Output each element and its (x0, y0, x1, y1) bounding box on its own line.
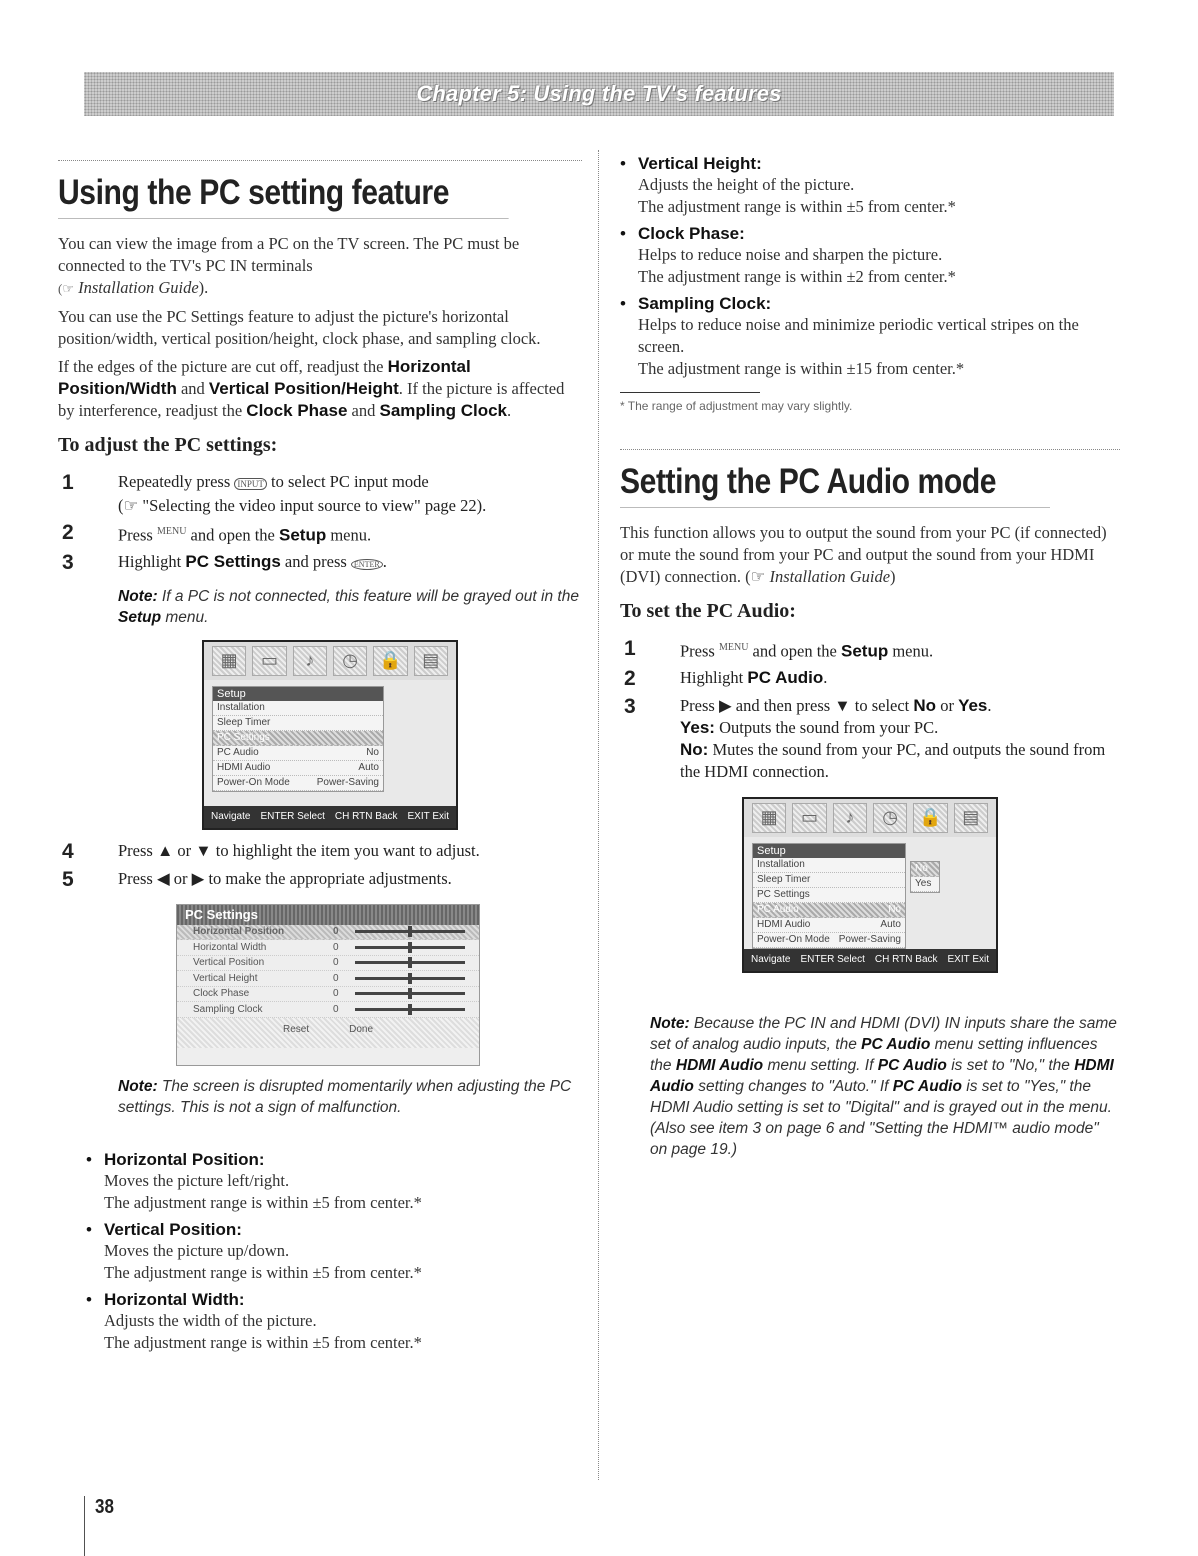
pc-setting-horizontal-position[interactable] (177, 925, 479, 941)
step-number: 5 (62, 867, 74, 891)
text: to select PC input mode (271, 472, 429, 491)
setting-slider[interactable] (355, 1008, 465, 1011)
menu-nav-bar (744, 949, 996, 971)
menu-icon-bar (204, 642, 456, 680)
bold-term: HDMI Audio (650, 1056, 1114, 1095)
step-text (92, 471, 582, 517)
audio-step-1 (620, 637, 1120, 663)
bold-term: PC Audio (877, 1056, 947, 1074)
step-text (654, 695, 1120, 783)
bold-term: Yes: (680, 717, 715, 737)
step-4 (58, 840, 582, 864)
bullet-horizontal-width (104, 1290, 582, 1354)
bold-term: PC Audio (747, 667, 824, 687)
footnote: * The range of adjustment may vary slightly. (620, 392, 760, 413)
installation-guide-ref: Installation Guide (769, 567, 891, 586)
step-2 (58, 521, 582, 547)
bold-term: No (913, 695, 937, 715)
bullet-heading: • Clock Phase: (638, 224, 1120, 244)
text: menu. (892, 641, 934, 661)
installation-guide-ref: Installation Guide (78, 278, 199, 297)
bullet-heading: • Sampling Clock: (638, 294, 1120, 314)
step-number: 3 (62, 550, 74, 574)
menu-item-pc-audio[interactable] (213, 746, 383, 761)
bold-term: Clock Phase (246, 401, 348, 420)
bullet-sampling-clock (638, 294, 1120, 380)
text: (☞ "Selecting the video input source to view" page 22). (118, 496, 487, 515)
bullet-text: The adjustment range is within ±5 from center.* (104, 1262, 422, 1282)
menu-button-icon: MENU (718, 642, 749, 653)
step-number: 1 (62, 471, 74, 494)
intro-paragraph (58, 233, 582, 300)
setup-menu (212, 686, 384, 792)
audio-icon: ♪ (833, 803, 867, 833)
setting-slider[interactable] (355, 946, 465, 949)
pc-setting-clock-phase[interactable] (177, 987, 479, 1003)
setup-menu-screenshot (202, 640, 458, 830)
text: The screen is disrupted momentarily when adjusting the PC settings. This is not a sign of malfunction. (118, 1077, 572, 1116)
setting-slider[interactable] (355, 977, 465, 980)
bullet-clock-phase (638, 224, 1120, 288)
menu-item-sleep-timer[interactable] (213, 716, 383, 731)
exit-hint: EXIT Exit (947, 954, 990, 965)
text: Repeatedly press (118, 472, 231, 491)
setting-value: 0 (333, 957, 339, 969)
step-3 (58, 551, 582, 576)
menu-label: HDMI Audio (757, 918, 811, 930)
pc-settings-buttons (177, 1018, 479, 1048)
audio-step-2 (620, 667, 1120, 691)
step-text (654, 667, 1120, 689)
menu-item-sleep-timer[interactable] (753, 873, 905, 888)
screen-icon: ▭ (792, 803, 826, 833)
pc-setting-sampling-clock[interactable] (177, 1002, 479, 1018)
bold-term: PC Settings (185, 551, 281, 571)
navigate-hint: Navigate (210, 811, 251, 822)
text: Press (680, 641, 715, 661)
menu-label: HDMI Audio (217, 761, 271, 773)
bullet-text: The adjustment range is within ±2 from center.* (638, 267, 956, 286)
option-yes[interactable] (911, 877, 939, 892)
setting-label: Vertical Position (193, 957, 265, 969)
bullet-text: The adjustment range is within ±5 from center.* (638, 197, 956, 216)
text: . (987, 695, 992, 715)
setup-menu (752, 843, 906, 949)
menu-label: Power-On Mode (757, 933, 830, 945)
note-label: Note: (650, 1014, 690, 1032)
text: . (823, 667, 828, 687)
intro-end: ). (198, 278, 209, 297)
page-number: 38 (84, 1496, 114, 1556)
menu-label: Sleep Timer (217, 716, 271, 728)
pc-settings-screenshot (176, 904, 480, 1066)
menu-button-icon: MENU (156, 526, 187, 537)
right-column (620, 148, 1120, 1160)
timer-icon: ◷ (873, 803, 907, 833)
menu-item-pc-settings[interactable] (213, 731, 383, 746)
lock-icon: 🔒 (373, 646, 407, 676)
reset-button[interactable]: Reset (282, 1023, 310, 1035)
bold-term: Setup (278, 525, 327, 545)
setting-label: Sampling Clock (193, 1003, 263, 1015)
bullet-text: The adjustment range is within ±5 from center.* (104, 1332, 422, 1352)
timer-icon: ◷ (333, 646, 367, 676)
step-text (92, 521, 582, 547)
text: and press (284, 551, 347, 571)
note-label: Note: (118, 1077, 158, 1095)
setting-value: 0 (333, 1003, 339, 1015)
menu-value: No (366, 746, 379, 758)
option-no[interactable] (911, 862, 939, 877)
setting-slider[interactable] (355, 992, 465, 995)
text: This function allows you to output the sound from your PC (if connected) or mute the sound from your PC and output the sound from your HDMI (DVI) connection. (☞ (620, 523, 1107, 586)
menu-value: Auto (358, 761, 379, 773)
text: and (351, 401, 376, 420)
back-hint: CH RTN Back (874, 954, 938, 965)
setting-value: 0 (333, 988, 339, 1000)
setting-label: Horizontal Width (193, 941, 267, 953)
bold-term: PC Audio (861, 1035, 931, 1053)
menu-icon-bar (744, 799, 996, 837)
step-text (654, 637, 1120, 663)
subhead-set-pc-audio: To set the PC Audio: (620, 600, 796, 622)
step-number: 1 (624, 637, 636, 660)
pc-audio-description (620, 522, 1120, 588)
text: menu setting. If (767, 1056, 874, 1074)
text: and (180, 379, 205, 398)
menu-item-pc-audio[interactable] (753, 903, 905, 918)
bullet-heading: • Vertical Height: (638, 154, 1120, 174)
setting-value: 0 (333, 941, 339, 953)
text: and open the (190, 525, 275, 545)
menu-nav-bar (204, 806, 456, 828)
bold-term: Sampling Clock (379, 401, 508, 420)
text: . (382, 551, 387, 571)
step-number: 2 (624, 666, 636, 690)
setting-label: Horizontal Position (193, 926, 285, 938)
menu-label: PC Audio (217, 746, 259, 758)
text: If the edges of the picture are cut off, readjust the (58, 357, 384, 376)
text: Press (118, 525, 153, 545)
step-text: Press ▲ or ▼ to highlight the item you want to adjust. (118, 840, 480, 860)
step-5 (58, 868, 582, 892)
note-screen-disrupted (118, 1076, 582, 1118)
text: Because the PC IN and HDMI (DVI) IN inputs share the same set of analog audio inputs, the (650, 1014, 1117, 1053)
menu-label: Installation (217, 701, 265, 713)
section-title-pc-audio: Setting the PC Audio mode (620, 450, 1050, 508)
setup-icon: ▤ (954, 803, 988, 833)
pc-setting-vertical-height[interactable] (177, 971, 479, 987)
setting-slider[interactable] (355, 961, 465, 964)
setting-slider[interactable] (355, 930, 465, 933)
text: Highlight (118, 551, 182, 571)
setup-menu-title: Setup (213, 687, 383, 701)
text: is set to "No," the (951, 1056, 1070, 1074)
text: . If the picture is affected by interference, readjust the (58, 379, 565, 420)
bold-term: Yes (958, 695, 988, 715)
menu-value: Power-Saving (316, 776, 379, 788)
menu-item-installation[interactable] (753, 858, 905, 873)
bold-term: Vertical Position/Height (208, 379, 399, 398)
setting-value: 0 (333, 926, 339, 938)
bullet-vertical-position (104, 1220, 582, 1284)
text: Outputs the sound from your PC. (719, 717, 939, 737)
text: Press ▶ and then press ▼ to select (680, 695, 910, 715)
spacer (620, 413, 1120, 449)
back-hint: CH RTN Back (334, 811, 398, 822)
menu-item-installation[interactable] (213, 701, 383, 716)
bullet-text: Moves the picture up/down. (104, 1240, 290, 1260)
bullet-horizontal-position (104, 1150, 582, 1214)
menu-label: PC Audio (757, 903, 799, 915)
step-1 (58, 471, 582, 517)
text: menu. (330, 525, 372, 545)
subhead-adjust-pc: To adjust the PC settings: (58, 434, 278, 456)
input-button-icon: INPUT (234, 478, 267, 490)
bullet-heading: • Horizontal Position: (104, 1150, 582, 1170)
menu-label: Sleep Timer (757, 873, 811, 885)
enter-button-icon: ENTER (351, 559, 383, 570)
pc-setting-horizontal-width[interactable] (177, 940, 479, 956)
reference-icon: (☞ (58, 281, 74, 296)
text: Mutes the sound from your PC, and outputs the sound from the HDMI connection. (680, 739, 1106, 781)
note-label: Note: (118, 587, 158, 605)
step-number: 4 (62, 839, 74, 863)
step-number: 3 (624, 694, 636, 718)
bullet-text: Adjusts the height of the picture. (638, 175, 855, 194)
setting-label: Clock Phase (193, 988, 250, 1000)
setup-icon: ▤ (414, 646, 448, 676)
bullet-text: Helps to reduce noise and sharpen the picture. (638, 245, 943, 264)
section-title-pc-setting: Using the PC setting feature (58, 161, 509, 219)
select-hint: ENTER Select (260, 811, 325, 822)
left-column (58, 160, 582, 1358)
picture-icon: ▦ (212, 646, 246, 676)
option-label: Yes (915, 877, 932, 889)
navigate-hint: Navigate (750, 954, 791, 965)
menu-label: PC Settings (217, 731, 270, 743)
menu-label: Installation (757, 858, 805, 870)
bold-term: Setup (840, 641, 889, 661)
screen-icon: ▭ (252, 646, 286, 676)
chapter-title: Chapter 5: Using the TV's features (416, 81, 782, 106)
menu-value: Power-Saving (838, 933, 901, 945)
spacer (58, 1128, 582, 1144)
pc-setting-vertical-position[interactable] (177, 956, 479, 972)
bold-term: Setup (118, 608, 162, 626)
pc-audio-options (910, 861, 940, 893)
text: is set to "Yes," the HDMI Audio setting is set to "Digital" and is grayed out in the menu. (Also see item 3 on page 6 and "Setting the HDMI™ audio mode" on page 19.) (650, 1077, 1112, 1158)
setup-menu-title: Setup (753, 844, 905, 858)
menu-label: Power-On Mode (217, 776, 290, 788)
note-pc-audio-hdmi (650, 1013, 1120, 1160)
text: or (940, 695, 954, 715)
column-divider (598, 150, 599, 1480)
menu-item-power-on-mode[interactable] (213, 776, 383, 791)
step-text: Press ◀ or ▶ to make the appropriate adjustments. (118, 868, 452, 888)
bullet-heading: • Vertical Position: (104, 1220, 582, 1240)
done-button[interactable]: Done (349, 1023, 374, 1035)
intro-text: You can view the image from a PC on the TV screen. The PC must be connected to the TV's PC IN terminals (58, 234, 520, 275)
pc-settings-title: PC Settings (177, 905, 479, 925)
pc-audio-menu-screenshot (742, 797, 998, 973)
setting-label: Vertical Height (193, 972, 258, 984)
bullet-text: The adjustment range is within ±15 from center.* (638, 359, 965, 378)
menu-value: Auto (880, 918, 901, 930)
bullet-text: The adjustment range is within ±5 from center.* (104, 1192, 422, 1212)
pc-settings-description: You can use the PC Settings feature to adjust the picture's horizontal position/width, vertical position/height, clock phase, and sampling clock. (58, 307, 541, 348)
bullet-text: Moves the picture left/right. (104, 1170, 290, 1190)
setting-value: 0 (333, 972, 339, 984)
exit-hint: EXIT Exit (407, 811, 450, 822)
audio-step-3 (620, 695, 1120, 783)
menu-item-pc-settings[interactable] (753, 888, 905, 903)
select-hint: ENTER Select (800, 954, 865, 965)
bullet-heading: • Horizontal Width: (104, 1290, 582, 1310)
picture-icon: ▦ (752, 803, 786, 833)
bold-term: Horizontal Position/Width (58, 357, 471, 398)
bullet-text: Adjusts the width of the picture. (104, 1310, 317, 1330)
text: menu setting influences the (650, 1035, 1098, 1074)
text: menu. (165, 608, 209, 626)
lock-icon: 🔒 (913, 803, 947, 833)
note-not-connected (118, 586, 582, 628)
bold-term: HDMI Audio (675, 1056, 764, 1074)
step-text (92, 551, 582, 576)
menu-item-power-on-mode[interactable] (753, 933, 905, 948)
bold-term: No: (680, 739, 709, 759)
text: . (507, 401, 512, 420)
option-label: No (915, 862, 928, 874)
bullet-text: Helps to reduce noise and minimize periodic vertical stripes on the screen. (638, 315, 1079, 356)
bullet-vertical-height (638, 154, 1120, 218)
menu-item-hdmi-audio[interactable] (753, 918, 905, 933)
text: Highlight (680, 667, 744, 687)
chapter-banner (84, 72, 1114, 116)
step-number: 2 (62, 521, 74, 544)
text: setting changes to "Auto." If (698, 1077, 889, 1095)
text: If a PC is not connected, this feature will be grayed out in the (161, 587, 579, 605)
text: and open the (752, 641, 837, 661)
menu-item-hdmi-audio[interactable] (213, 761, 383, 776)
menu-label: PC Settings (757, 888, 810, 900)
text: ) (890, 567, 896, 586)
bold-term: PC Audio (892, 1077, 962, 1095)
menu-value: No (888, 903, 901, 915)
readjust-paragraph (58, 356, 582, 422)
audio-icon: ♪ (293, 646, 327, 676)
